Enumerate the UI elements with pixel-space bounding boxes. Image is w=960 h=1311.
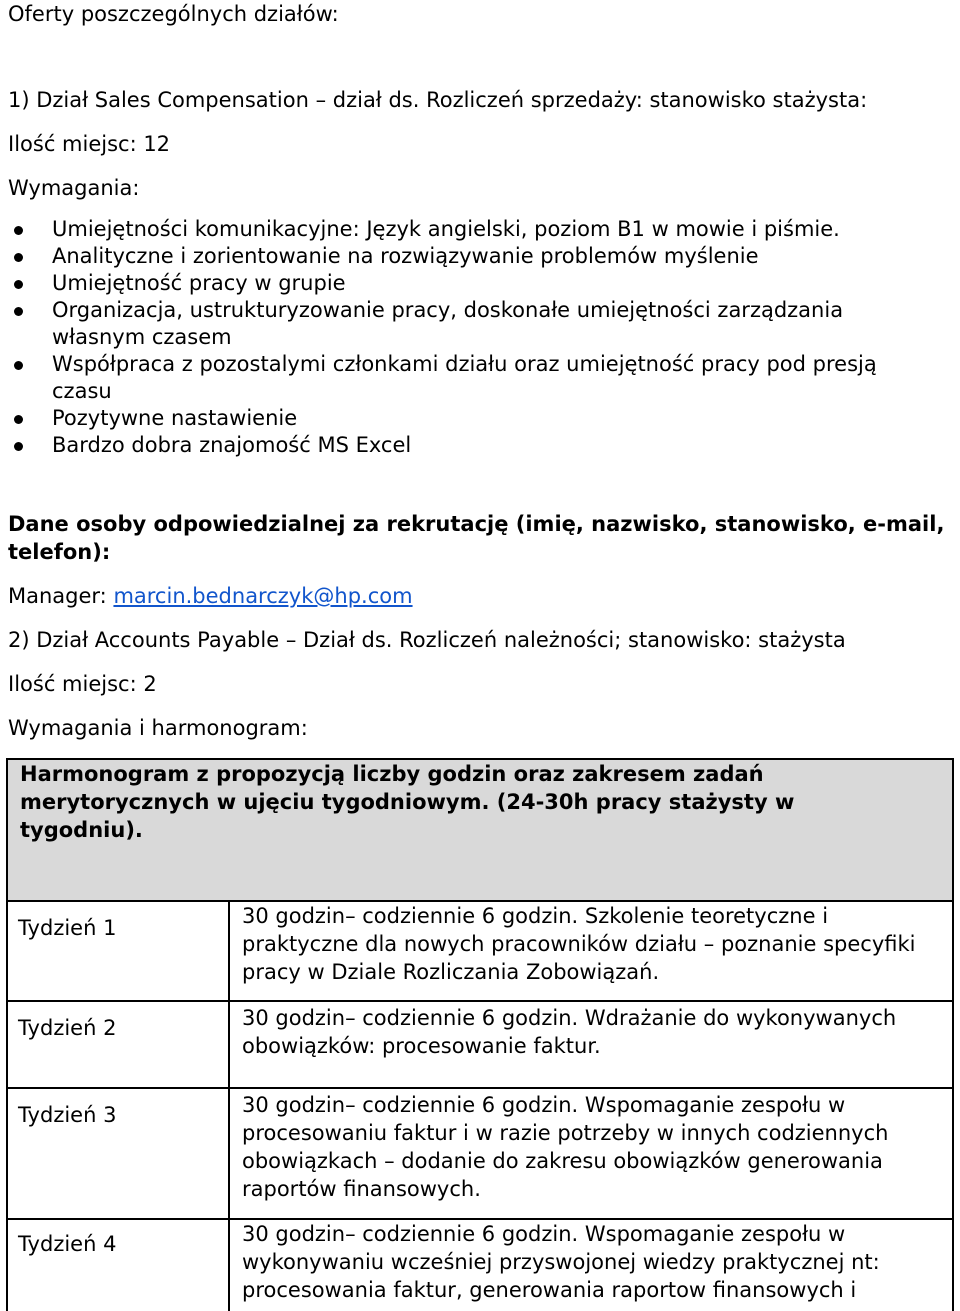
list-item: Organizacja, ustrukturyzowanie pracy, doskonałe umiejętności zarządzania własnym czasem — [0, 297, 932, 351]
bullet-icon — [14, 280, 23, 289]
week-description: 30 godzin– codziennie 6 godzin. Wspomaganie zespołu w procesowaniu faktur i w razie potrzeby w innych codziennych obowiązkach – dodanie do zakresu obowiązków generowania raportów finansowych. — [242, 1093, 889, 1201]
week-label: Tydzień 1 — [18, 916, 117, 940]
dept1-title: 1) Dział Sales Compensation – dział ds. Rozliczeń sprzedaży: stanowisko stażysta: — [8, 88, 868, 112]
list-item: Analityczne i zorientowanie na rozwiązywanie problemów myślenie — [0, 243, 932, 270]
dept1-requirements-label: Wymagania: — [8, 176, 140, 200]
table-row — [6, 1220, 954, 1311]
dept2-requirements-label: Wymagania i harmonogram: — [8, 716, 308, 740]
table-row — [6, 1089, 954, 1219]
manager-line — [8, 582, 413, 610]
week-description: 30 godzin– codziennie 6 godzin. Szkolenie teoretyczne i praktyczne dla nowych pracowników działu – poznanie specyfiki pracy w Dziale Rozliczania Zobowiązań. — [242, 904, 916, 984]
dept1-places: Ilość miejsc: 12 — [8, 132, 171, 156]
week-label: Tydzień 2 — [18, 1016, 117, 1040]
dept2-places: Ilość miejsc: 2 — [8, 672, 157, 696]
table-row — [6, 902, 954, 1002]
list-item: Pozytywne nastawienie — [0, 405, 932, 432]
list-item: Bardzo dobra znajomość MS Excel — [0, 432, 932, 459]
manager-email-link[interactable]: marcin.bednarczyk@hp.com — [113, 584, 413, 608]
dept2-title: 2) Dział Accounts Payable – Dział ds. Rozliczeń należności; stanowisko: stażysta — [8, 628, 846, 652]
bullet-icon — [14, 442, 23, 451]
week-description: 30 godzin– codziennie 6 godzin. Wspomaganie zespołu w wykonywaniu wcześniej przyswojonej wiedzy praktycznej nt: procesowania faktur, generowania raportow finansowych i — [242, 1222, 880, 1302]
list-item: Umiejętność pracy w grupie — [0, 270, 932, 297]
bullet-icon — [14, 361, 23, 370]
bullet-icon — [14, 307, 23, 316]
bullet-icon — [14, 253, 23, 262]
column-divider — [228, 900, 230, 1311]
week-label: Tydzień 3 — [18, 1103, 117, 1127]
contact-heading: Dane osoby odpowiedzialnej za rekrutację (imię, nazwisko, stanowisko, e-mail, telefon): — [8, 512, 945, 564]
list-item: Współpraca z pozostalymi członkami działu oraz umiejętność pracy pod presją czasu — [0, 351, 932, 405]
list-item: Umiejętności komunikacyjne: Język angielski, poziom B1 w mowie i piśmie. — [0, 216, 932, 243]
schedule-header — [6, 760, 954, 900]
bullet-icon — [14, 226, 23, 235]
intro-text: Oferty poszczególnych działów: — [8, 2, 339, 26]
manager-label: Manager: — [8, 584, 114, 608]
requirements-list — [0, 216, 950, 459]
schedule-heading: Harmonogram z propozycją liczby godzin oraz zakresem zadań merytorycznych w ujęciu tygodniowym. (24-30h pracy stażysty w tygodniu). — [20, 762, 795, 842]
week-description: 30 godzin– codziennie 6 godzin. Wdrażanie do wykonywanych obowiązków: procesowanie faktur. — [242, 1006, 897, 1058]
bullet-icon — [14, 415, 23, 424]
table-row — [6, 1002, 954, 1088]
week-label: Tydzień 4 — [18, 1232, 117, 1256]
